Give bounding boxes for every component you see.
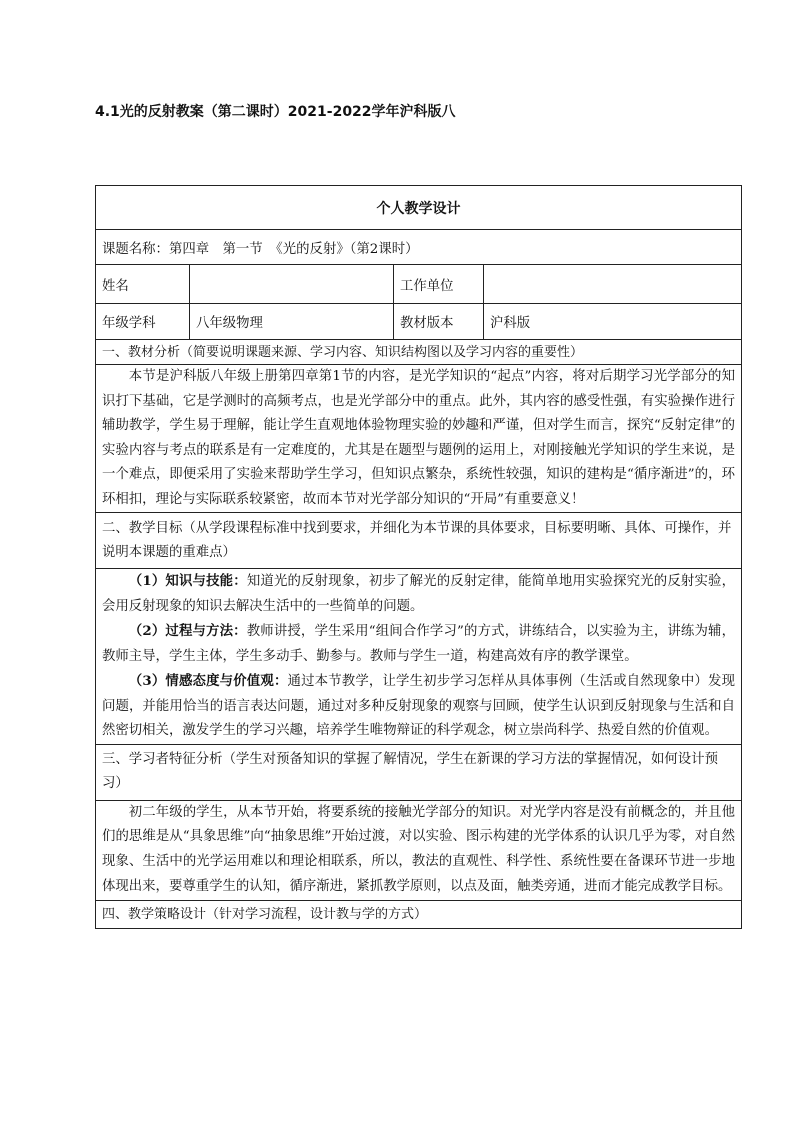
section-1-heading: 一、教材分析（简要说明课题来源、学习内容、知识结构图以及学习内容的重要性） bbox=[96, 340, 742, 365]
textbook-value: 沪科版 bbox=[484, 304, 742, 340]
lesson-plan-table bbox=[95, 185, 742, 929]
section-4-heading: 四、教学策略设计（针对学习流程，设计教与学的方式） bbox=[96, 900, 742, 928]
objective-knowledge-label: （1）知识与技能： bbox=[128, 573, 247, 589]
objective-process-text: 教师讲授，学生采用“组间合作学习”的方式，讲练结合，以实验为主，讲练为辅，教师主导，学生主体，学生多动手、勤参与。教师与学生一道，构建高效有序的教学课堂。 bbox=[102, 624, 735, 664]
objective-values-label: （3）情感态度与价值观： bbox=[128, 673, 288, 689]
objective-knowledge bbox=[102, 569, 735, 619]
objective-process-label: （2）过程与方法： bbox=[128, 623, 247, 639]
topic-cell: 课题名称：第四章 第一节 《光的反射》（第2课时） bbox=[96, 230, 742, 265]
objective-values-text: 通过本节教学，让学生初步学习怎样从具体事例（生活或自然现象中）发现问题，并能用恰当的语言表达问题，通过对多种反射现象的观察与回顾，使学生认识到反射现象与生活和自然密切相关，激发学生的学习兴趣，培养学生唯物辩证的科学观念，树立崇尚科学、热爱自然的价值观。 bbox=[102, 674, 735, 738]
grade-subject-value: 八年级物理 bbox=[190, 304, 394, 340]
textbook-label: 教材版本 bbox=[394, 304, 484, 340]
objective-knowledge-text: 知道光的反射现象，初步了解光的反射定律，能简单地用实验探究光的反射实验，会用反射现象的知识去解决生活中的一些简单的问题。 bbox=[102, 574, 735, 614]
grade-subject-label: 年级学科 bbox=[96, 304, 190, 340]
objective-values bbox=[102, 669, 735, 744]
work-unit-value bbox=[484, 265, 742, 304]
work-unit-label: 工作单位 bbox=[394, 265, 484, 304]
document-title: 4.1光的反射教案（第二课时）2021-2022学年沪科版八 bbox=[95, 104, 456, 120]
section-2-body bbox=[96, 569, 742, 745]
name-value bbox=[190, 265, 394, 304]
section-3-body bbox=[96, 800, 742, 900]
section-2-heading: 二、教学目标（从学段课程标准中找到要求，并细化为本节课的具体要求，目标要明晰、具体、可操作，并说明本课题的重难点） bbox=[96, 513, 742, 569]
section-3-heading: 三、学习者特征分析（学生对预备知识的掌握了解情况，学生在新课的学习方法的掌握情况，如何设计预习） bbox=[96, 744, 742, 800]
section-3-paragraph: 初二年级的学生，从本节开始，将要系统的接触光学部分的知识。对光学内容是没有前概念的，并且他们的思维是从“具象思维”向“抽象思维”开始过渡，对以实验、图示构建的光学体系的认识几乎为零，对自然现象、生活中的光学运用难以和理论相联系，所以，教法的直观性、科学性、系统性要在备课环节进一步地体现出来，要尊重学生的认知，循序渐进，紧抓教学原则，以点及面，触类旁通，进而才能完成教学目标。 bbox=[102, 804, 735, 894]
name-label: 姓名 bbox=[96, 265, 190, 304]
table-header: 个人教学设计 bbox=[96, 186, 742, 230]
section-1-body bbox=[96, 365, 742, 513]
objective-process bbox=[102, 619, 735, 669]
section-1-paragraph: 本节是沪科版八年级上册第四章第1节的内容，是光学知识的“起点”内容，将对后期学习光学部分的知识打下基础，它是学测时的高频考点，也是光学部分中的重点。此外，其内容的感受性强，有实验操作进行辅助教学，学生易于理解，能让学生直观地体验物理实验的妙趣和严谨，但对学生而言，探究“反射定律”的实验内容与考点的联系是有一定难度的，尤其是在题型与题例的运用上，对刚接触光学知识的学生来说，是一个难点，即便采用了实验来帮助学生学习，但知识点繁杂，系统性较强，知识的建构是“循序渐进”的，环环相扣，理论与实际联系较紧密，故而本节对光学部分知识的“开局”有重要意义！ bbox=[102, 369, 735, 507]
